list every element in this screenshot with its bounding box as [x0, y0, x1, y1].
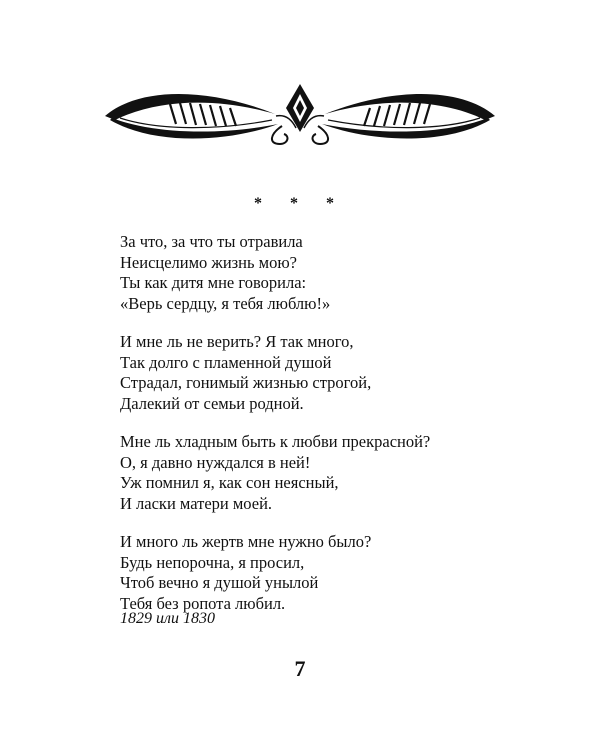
- poem-line: Ты как дитя мне говорила:: [120, 273, 307, 292]
- poem-line: И мне ль не верить? Я так много,: [120, 332, 354, 351]
- poem-line: За что, за что ты отравила: [120, 232, 303, 251]
- poem-line: Уж помнил я, как сон неясный,: [120, 473, 339, 492]
- poem-line: И много ль жертв мне нужно было?: [120, 532, 372, 551]
- poem-line: И ласки матери моей.: [120, 493, 273, 513]
- section-separator: * * *: [254, 195, 346, 212]
- poem-date: 1829 или 1830: [120, 610, 215, 627]
- poem-line: Далекий от семьи родной.: [120, 393, 304, 413]
- poem-body: [120, 232, 540, 632]
- poem-line: Будь непорочна, я просил,: [120, 552, 305, 572]
- flourish-ornament-icon: [100, 76, 500, 156]
- poem-line: Страдал, гонимый жизнью строгой,: [120, 373, 372, 392]
- poem-line: О, я давно нуждался в ней!: [120, 452, 311, 472]
- poem-line: Чтоб вечно я душой унылой: [120, 573, 319, 592]
- stanza-2: [120, 332, 540, 414]
- stanza-1: [120, 232, 540, 314]
- poem-line: Неисцелимо жизнь мою?: [120, 252, 297, 272]
- stanza-4: [120, 532, 540, 614]
- poem-line: Мне ль хладным быть к любви прекрасной?: [120, 432, 431, 451]
- poem-line: Так долго с пламенной душой: [120, 352, 332, 372]
- poem-line: «Верь сердцу, я тебя люблю!»: [120, 293, 331, 313]
- poem-line: Тебя без ропота любил.: [120, 593, 286, 613]
- page-number: 7: [294, 656, 306, 681]
- stanza-3: [120, 432, 540, 514]
